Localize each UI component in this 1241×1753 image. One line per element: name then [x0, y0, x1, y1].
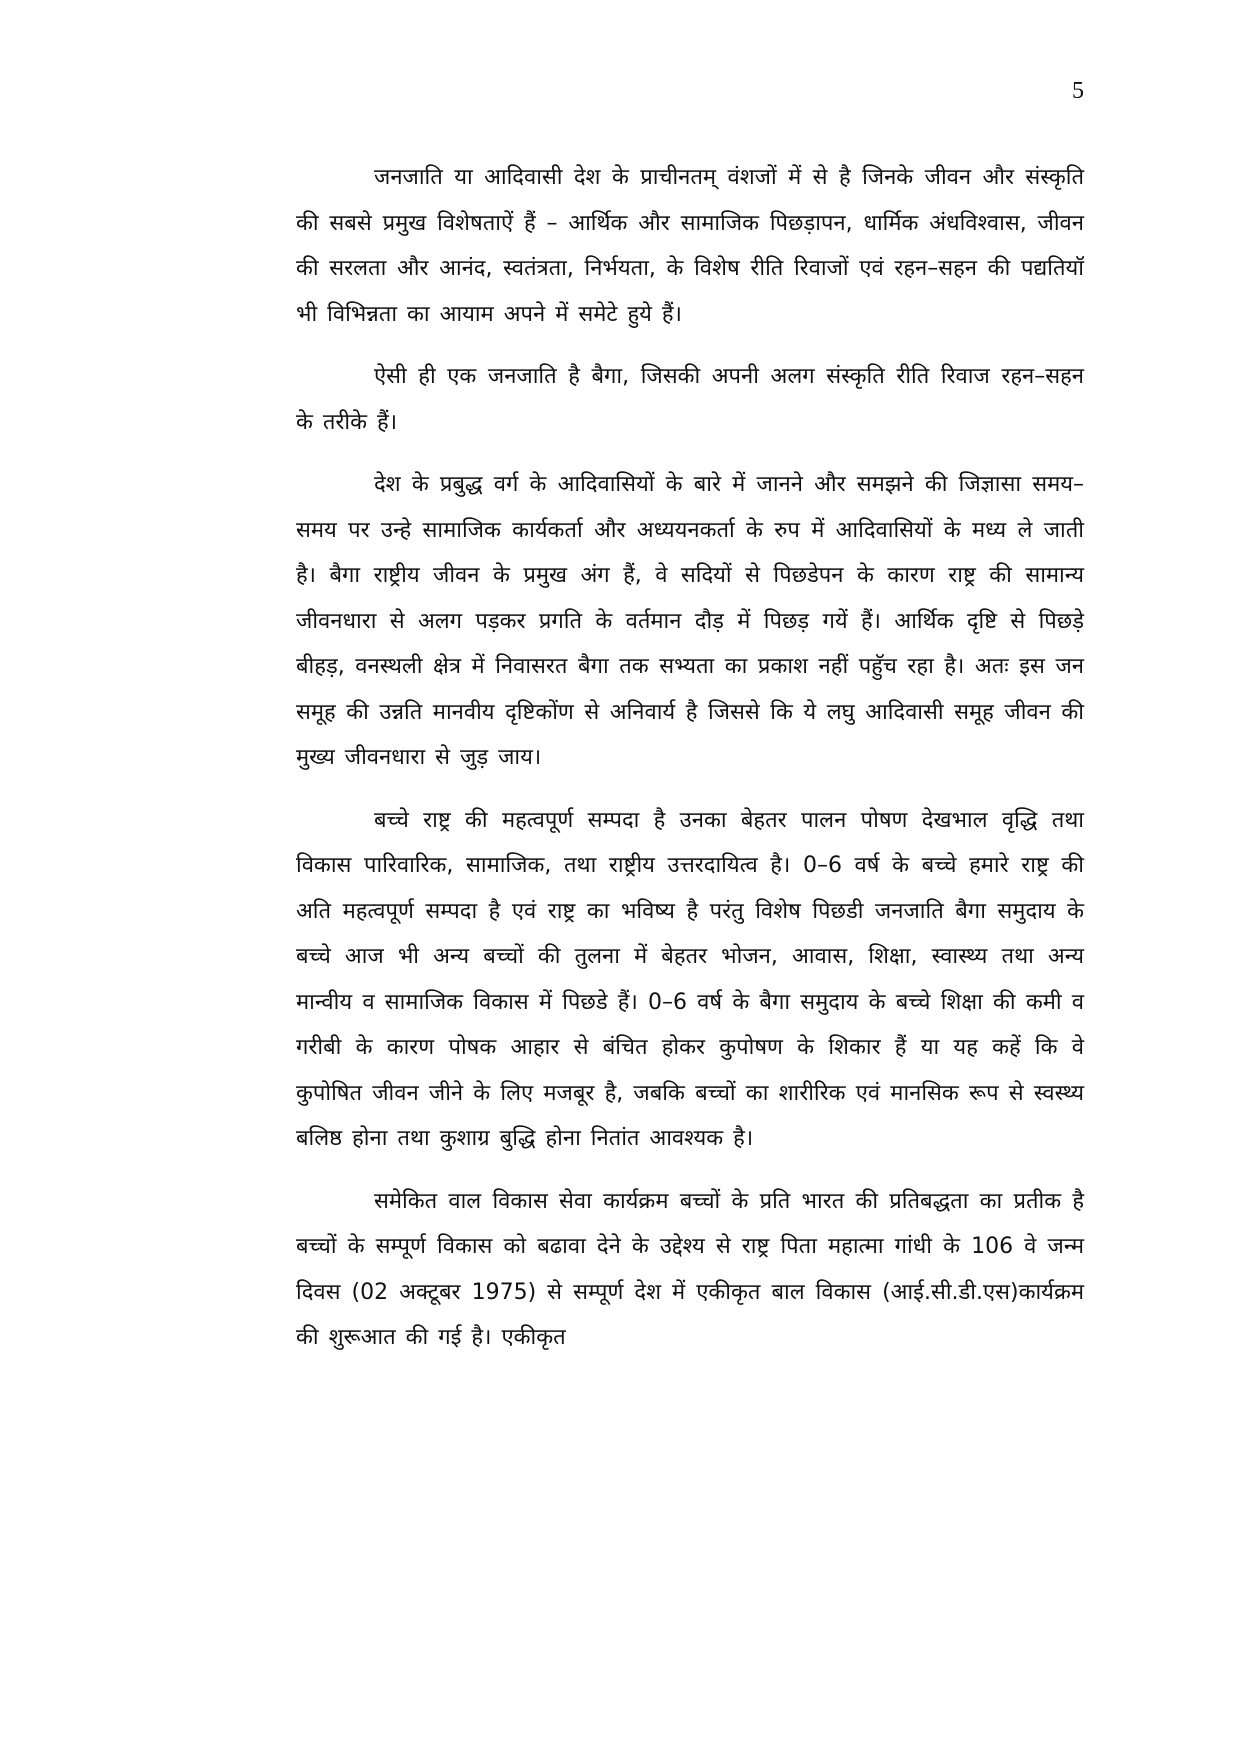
paragraph-baiga-intro: ऐसी ही एक जनजाति है बैगा, जिसकी अपनी अलग संस्कृति रीति रिवाज रहन–सहन के तरीके हैं।: [296, 364, 1084, 435]
paragraph-tribal-development: देश के प्रबुद्ध वर्ग के आदिवासियों के बारे में जानने और समझने की जिज्ञासा समय–समय पर उन्हे सामाजिक कार्यकर्ता और अध्ययनकर्ता के रुप में आदिवासियों के मध्य ले जाती है। बैगा राष्ट्रीय जीवन के प्रमुख अंग हैं, वे सदियों से पिछडेपन के कारण राष्ट्र की सामान्य जीवनधारा से अलग पड़कर प्रगति के वर्तमान दौड़ में पिछड़ गयें हैं। आर्थिक दृष्टि से पिछड़े बीहड़, वनस्थली क्षेत्र में निवासरत बैगा तक सभ्यता का प्रकाश नहीं पहुॅच रहा है। अतः इस जन समूह की उन्नति मानवीय दृष्टिकोंण से अनिवार्य है जिससे कि ये लघु आदिवासी समूह जीवन की मुख्य जीवनधारा से जुड़ जाय।: [296, 472, 1084, 770]
paragraph-tribal-culture: जनजाति या आदिवासी देश के प्राचीनतम् वंशजों में से है जिनके जीवन और संस्कृति की सबसे प्रमुख विशेषताऐं हैं – आर्थिक और सामाजिक पिछड़ापन, धार्मिक अंधविश्वास, जीवन की सरलता और आनंद, स्वतंत्रता, निर्भयता, के विशेष रीति रिवाजों एवं रहन–सहन की पद्यतियॉ भी विभिन्नता का आयाम अपने में समेटे हुये हैं।: [296, 165, 1084, 327]
paragraph-icds-program: समेकित वाल विकास सेवा कार्यक्रम बच्चों के प्रति भारत की प्रतिबद्धता का प्रतीक है बच्चों के सम्पूर्ण विकास को बढावा देने के उद्देश्य से राष्ट्र पिता महात्मा गांधी के 106 वे जन्म दिवस (02 अक्टूबर 1975) से सम्पूर्ण देश में एकीकृत बाल विकास (आई.सी.डी.एस)कार्यक्रम की शुरूआत की गई है। एकीकृत: [296, 1188, 1084, 1350]
document-body: [296, 155, 1084, 1378]
paragraph-child-welfare: बच्चे राष्ट्र की महत्वपूर्ण सम्पदा है उनका बेहतर पालन पोषण देखभाल वृद्धि तथा विकास पारिवारिक, सामाजिक, तथा राष्ट्रीय उत्तरदायित्व है। 0–6 वर्ष के बच्चे हमारे राष्ट्र की अति महत्वपूर्ण सम्पदा है एवं राष्ट्र का भविष्य है परंतु विशेष पिछडी जनजाति बैगा समुदाय के बच्चे आज भी अन्य बच्चों की तुलना में बेहतर भोजन, आवास, शिक्षा, स्वास्थ्य तथा अन्य मान्वीय व सामाजिक विकास में पिछडे हैं। 0–6 वर्ष के बैगा समुदाय के बच्चे शिक्षा की कमी व गरीबी के कारण पोषक आहार से बंचित होकर कुपोषण के शिकार हैं या यह कहें कि वे कुपोषित जीवन जीने के लिए मजबूर है, जबकि बच्चों का शारीरिक एवं मानसिक रूप से स्वस्थ्य बलिष्ठ होना तथा कुशाग्र बुद्धि होना नितांत आवश्यक है।: [296, 807, 1084, 1151]
page-number: 5: [1072, 78, 1084, 104]
